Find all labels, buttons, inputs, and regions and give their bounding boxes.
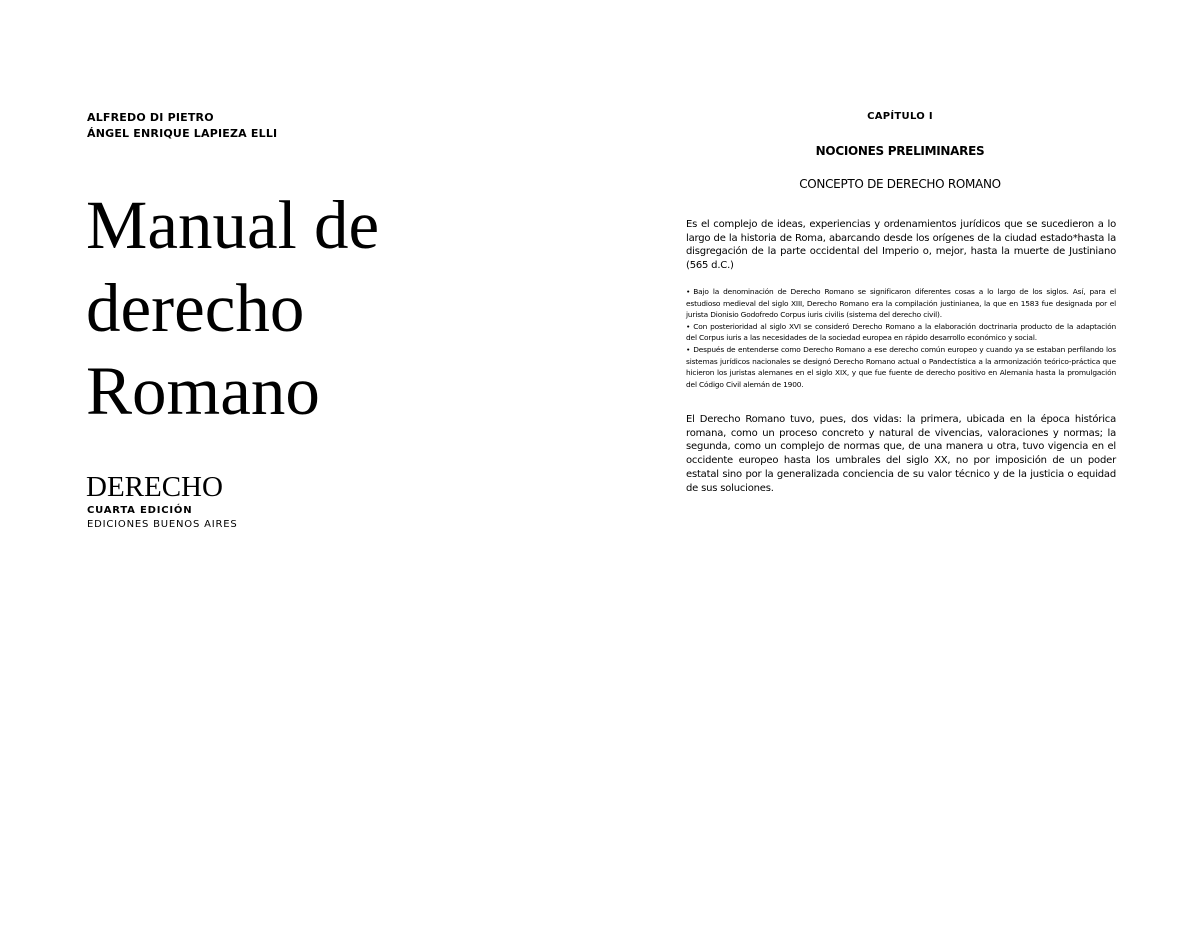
- footnote: [686, 286, 1116, 321]
- footnote-text: Bajo la denominación de Derecho Romano se significaron diferentes cosas a lo largo de los siglos. Así, para el estudioso medieval del siglo XIII, Derecho Romano era la compilación justinianea, la que en 1583 fue designada por el jurista Dionisio Godofredo Corpus iuris civilis (sistema del derecho civil).: [686, 287, 1116, 320]
- author-list: [87, 110, 277, 142]
- author-name: ALFREDO DI PIETRO: [87, 111, 214, 124]
- footnote: [686, 344, 1116, 390]
- chapter-heading: CAPÍTULO I: [867, 111, 933, 122]
- footnotes: [686, 286, 1116, 390]
- book-title-line: derecho: [86, 270, 305, 346]
- publisher-name: EDICIONES BUENOS AIRES: [87, 519, 238, 530]
- bullet-marker: •: [686, 287, 691, 296]
- right-page: [600, 0, 1200, 927]
- edition-label: CUARTA EDICIÓN: [87, 505, 193, 516]
- subsection-title: CONCEPTO DE DERECHO ROMANO: [799, 177, 1001, 191]
- bullet-marker: •: [686, 321, 691, 331]
- book-title-line: Romano: [86, 353, 320, 429]
- book-title: [86, 184, 379, 433]
- body-paragraph: Es el complejo de ideas, experiencias y ordenamientos jurídicos que se sucedieron a lo largo de la historia de Roma, abarcando desde los orígenes de la ciudad estado*hasta la disgregación de la parte occidental del Imperio o, mejor, hasta la muerte de Justiniano (565 d.C.): [686, 219, 1116, 272]
- footnote-text: Después de entenderse como Derecho Romano a ese derecho común europeo y cuando ya se estaban perfilando los sistemas jurídicos nacionales se designó Derecho Romano actual o Pandectística a la armonización teórico-práctica que hicieron los juristas alemanes en el siglo XIX, y que fue fuente de derecho positivo en Alemania hasta la promulgación del Código Civil alemán de 1900.: [686, 344, 1116, 389]
- footnote-text: Con posterioridad al siglo XVI se consideró Derecho Romano a la elaboración doctrinaria producto de la adaptación del Corpus iuris a las necesidades de la sociedad europea en rápido desarrollo económico y social.: [686, 321, 1116, 343]
- footnote: [686, 321, 1116, 344]
- book-title-line: Manual de: [86, 187, 380, 263]
- author-name: ÁNGEL ENRIQUE LAPIEZA ELLI: [87, 127, 278, 140]
- bullet-marker: •: [686, 344, 691, 354]
- series-name: DERECHO: [86, 471, 223, 503]
- section-title: NOCIONES PRELIMINARES: [815, 144, 985, 158]
- body-paragraph: El Derecho Romano tuvo, pues, dos vidas: la primera, ubicada en la época histórica romana, como un proceso concreto y natural de vivencias, valoraciones y normas; la segunda, como un complejo de normas que, de una manera u otra, tuvo vigencia en el occidente europeo hasta los umbrales del siglo XX, no por imposición de un poder estatal sino por la generalizada conciencia de su valor técnico y de la justicia o equidad de sus soluciones.: [686, 414, 1116, 494]
